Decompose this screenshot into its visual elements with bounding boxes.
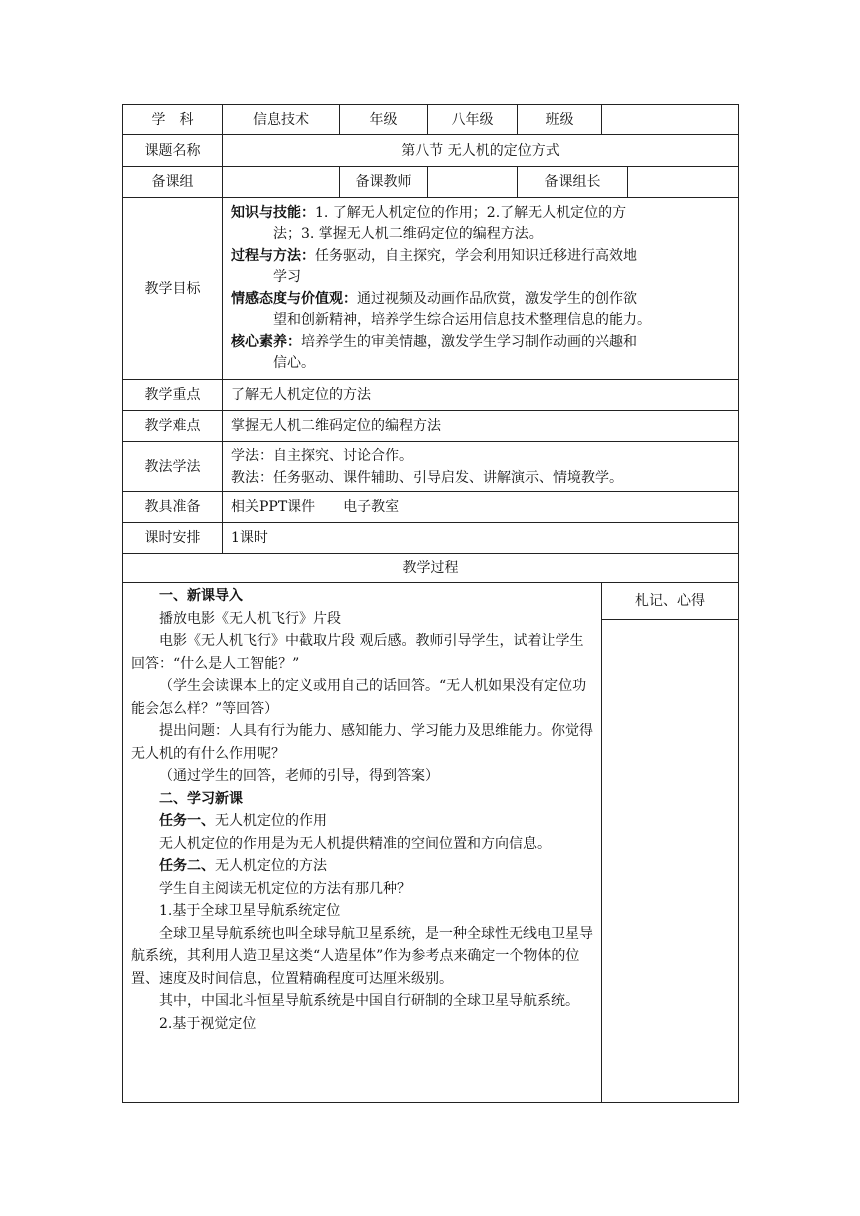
process-content xyxy=(123,583,602,1103)
teacher-value xyxy=(428,167,518,198)
topic-value: 第八节 无人机的定位方式 xyxy=(223,135,739,167)
lesson-plan xyxy=(122,104,738,1103)
objective-attitude: 情感态度与价值观：通过视频及动画作品欣赏，激发学生的创作欲 望和创新精神，培养学生综合运用信息技术整理信息的能力。 xyxy=(231,290,651,328)
section-intro-title: 一、新课导入 xyxy=(159,588,243,604)
tools-label: 教具准备 xyxy=(123,492,223,523)
grade-label: 年级 xyxy=(340,105,428,135)
intro-paragraph-5: （通过学生的回答，老师的引导，得到答案） xyxy=(159,768,439,784)
lesson-plan-table xyxy=(122,104,739,1103)
task-2-paragraph-1: 学生自主阅读无机定位的方法有那几种？ xyxy=(159,880,411,897)
method-label: 教法学法 xyxy=(123,442,223,492)
method-value xyxy=(223,442,739,492)
tools-value: 相关PPT课件 电子教室 xyxy=(223,492,739,523)
subject-label: 学 科 xyxy=(123,105,223,135)
objective-process: 过程与方法：任务驱动，自主探究，学会利用知识迁移进行高效地 学习 xyxy=(231,247,637,285)
intro-paragraph-1: 播放电影《无人机飞行》片段 xyxy=(159,610,341,627)
class-label: 班级 xyxy=(518,105,602,135)
learning-method: 学法：自主探究、讨论合作。 xyxy=(231,447,413,464)
task-1-title: 任务一、无人机定位的作用 xyxy=(159,813,327,829)
objectives-content xyxy=(223,198,739,380)
task-2-title: 任务二、无人机定位的方法 xyxy=(159,858,327,874)
process-title: 教学过程 xyxy=(123,554,739,583)
subject-value: 信息技术 xyxy=(223,105,340,135)
objectives-label: 教学目标 xyxy=(123,198,223,380)
leader-value xyxy=(628,167,739,198)
intro-paragraph-2: 电影《无人机飞行》中截取片段 观后感。教师引导学生，试着让学生回答：“什么是人工智能？” xyxy=(131,633,584,672)
topic-label: 课题名称 xyxy=(123,135,223,167)
task-1-paragraph: 无人机定位的作用是为无人机提供精准的空间位置和方向信息。 xyxy=(159,835,551,852)
section-new-lesson-title: 二、学习新课 xyxy=(159,790,243,807)
task-2-paragraph-3: 全球卫星导航系统也叫全球导航卫星系统，是一种全球性无线电卫星导航系统，其利用人造卫星这类“人造星体”作为参考点来确定一个物体的位置、速度及时间信息，位置精确程度可达厘米级别。 xyxy=(131,925,593,987)
task-2-paragraph-4: 其中，中国北斗恒星导航系统是中国自行研制的全球卫星导航系统。 xyxy=(159,993,579,1009)
difficulty-label: 教学难点 xyxy=(123,411,223,442)
class-value xyxy=(602,105,739,135)
notes-label: 札记、心得 xyxy=(602,583,738,620)
leader-label: 备课组长 xyxy=(518,167,628,198)
time-label: 课时安排 xyxy=(123,523,223,554)
objective-knowledge: 知识与技能：1. 了解无人机定位的作用；2.了解无人机定位的方 法；3. 掌握无人机二维码定位的编程方法。 xyxy=(231,204,627,242)
teacher-label: 备课教师 xyxy=(340,167,428,198)
intro-paragraph-3: （学生会读课本上的定义或用自己的话回答。“无人机如果没有定位功能会怎么样？”等回答） xyxy=(131,678,587,717)
time-value: 1课时 xyxy=(223,523,739,554)
objective-core: 核心素养：培养学生的审美情趣，激发学生学习制作动画的兴趣和 信心。 xyxy=(231,333,637,371)
task-2-paragraph-2: 1.基于全球卫星导航系统定位 xyxy=(159,903,341,919)
task-2-paragraph-5: 2.基于视觉定位 xyxy=(159,1015,257,1032)
intro-paragraph-4: 提出问题：人具有行为能力、感知能力、学习能力及思维能力。你觉得无人机的有什么作用呢？ xyxy=(131,723,593,762)
notes-column xyxy=(602,583,739,1103)
key-point-label: 教学重点 xyxy=(123,380,223,411)
grade-value: 八年级 xyxy=(428,105,518,135)
teaching-method: 教法：任务驱动、课件辅助、引导启发、讲解演示、情境教学。 xyxy=(231,469,623,486)
group-value xyxy=(223,167,340,198)
group-label: 备课组 xyxy=(123,167,223,198)
key-point-value: 了解无人机定位的方法 xyxy=(223,380,739,411)
difficulty-value: 掌握无人机二维码定位的编程方法 xyxy=(223,411,739,442)
